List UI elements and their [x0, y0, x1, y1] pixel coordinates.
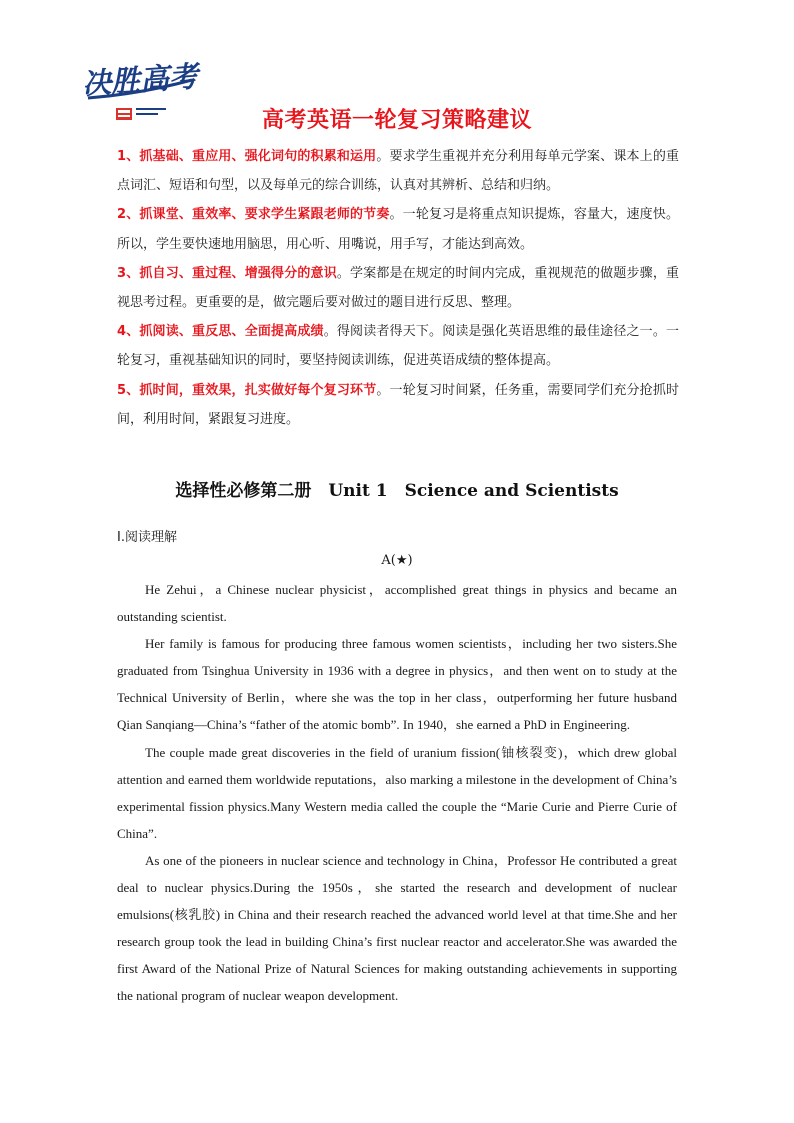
tip-text: 。得阅读者得天下。阅读是强化英语思维的最佳途径之一。一轮复习，重视基础知识的同时，要坚持阅读训练，促进英语成绩的整体提高。 — [117, 324, 679, 369]
tip-text: 。学案都是在规定的时间内完成，重视规范的做题步骤，重视思考过程。更重要的是，做完题后要对做过的题目进行反思、整理。 — [117, 265, 679, 311]
unit-title: 选择性必修第二册 Unit 1 Science and Scientists — [175, 481, 619, 501]
passage-paragraph: As one of the pioneers in nuclear science and technology in China，Professor He contributed a great deal to nuclear physics.During the 1950s，she started the research and development of nuclear emulsions(核乳胶) in China and their research reached the advanced world level at that time.She and her research group took the lead in building China’s first nuclear reactor and accelerator.She was awarded the first Award of the National Prize of Natural Sciences for making outstanding achievements in supporting the national program of nuclear weapon development. — [117, 852, 677, 1004]
tip-text: 。一轮复习时间紧，任务重，需要同学们充分抢抓时间，利用时间，紧跟复习进度。 — [117, 382, 679, 427]
tip-item — [117, 376, 679, 434]
tip-text: 。一轮复习是将重点知识提炼，容量大，速度快。所以，学生要快速地用脑思，用心听、用嘴说，用手写，才能达到高效。 — [117, 207, 679, 252]
tip-highlight: 3、抓自习、重过程、增强得分的意识 — [117, 265, 337, 281]
passage-paragraph: He Zehui，a Chinese nuclear physicist，accomplished great things in physics and became an outstanding scientist. — [117, 582, 677, 625]
tip-item — [117, 259, 679, 317]
logo-text: 决胜高考 — [80, 58, 200, 102]
page-title: 高考英语一轮复习策略建议 — [261, 108, 532, 133]
passage-label: A(★) — [381, 553, 413, 568]
passage-paragraph: The couple made great discoveries in the field of uranium fission(铀核裂变)，which drew global attention and earned them worldwide reputations，also marking a milestone in the development of China’s experimental fission physics.Many Western media called the couple the “Marie Curie and Pierre Curie of China”. — [117, 744, 677, 841]
tip-highlight: 1、抓基础、重应用、强化词句的积累和运用 — [117, 149, 377, 164]
passage-paragraph: Her family is famous for producing three famous women scientists，including her two sisters.She graduated from Tsinghua University in 1936 with a degree in physics，and then went on to study at the Technical University of Berlin，where she was the top in her class，outperforming her future husband Qian Sanqiang—China’s “father of the atomic bomb”. In 1940，she earned a PhD in Engineering. — [117, 636, 677, 733]
section-heading: Ⅰ.阅读理解 — [117, 530, 177, 545]
tip-highlight: 4、抓阅读、重反思、全面提高成绩 — [117, 324, 324, 340]
tip-highlight: 5、抓时间，重效果，扎实做好每个复习环节 — [117, 382, 377, 398]
tip-item — [117, 142, 679, 200]
tip-item — [117, 200, 679, 258]
tip-highlight: 2、抓课堂、重效率、要求学生紧跟老师的节奏 — [117, 207, 390, 223]
strategy-tips — [117, 142, 679, 434]
reading-passage — [117, 576, 677, 1010]
tip-item — [117, 317, 679, 375]
tip-text: 。要求学生重视并充分利用每单元学案、课本上的重点词汇、短语和句型，以及每单元的综合训练，认真对其辨析、总结和归纳。 — [117, 149, 679, 194]
